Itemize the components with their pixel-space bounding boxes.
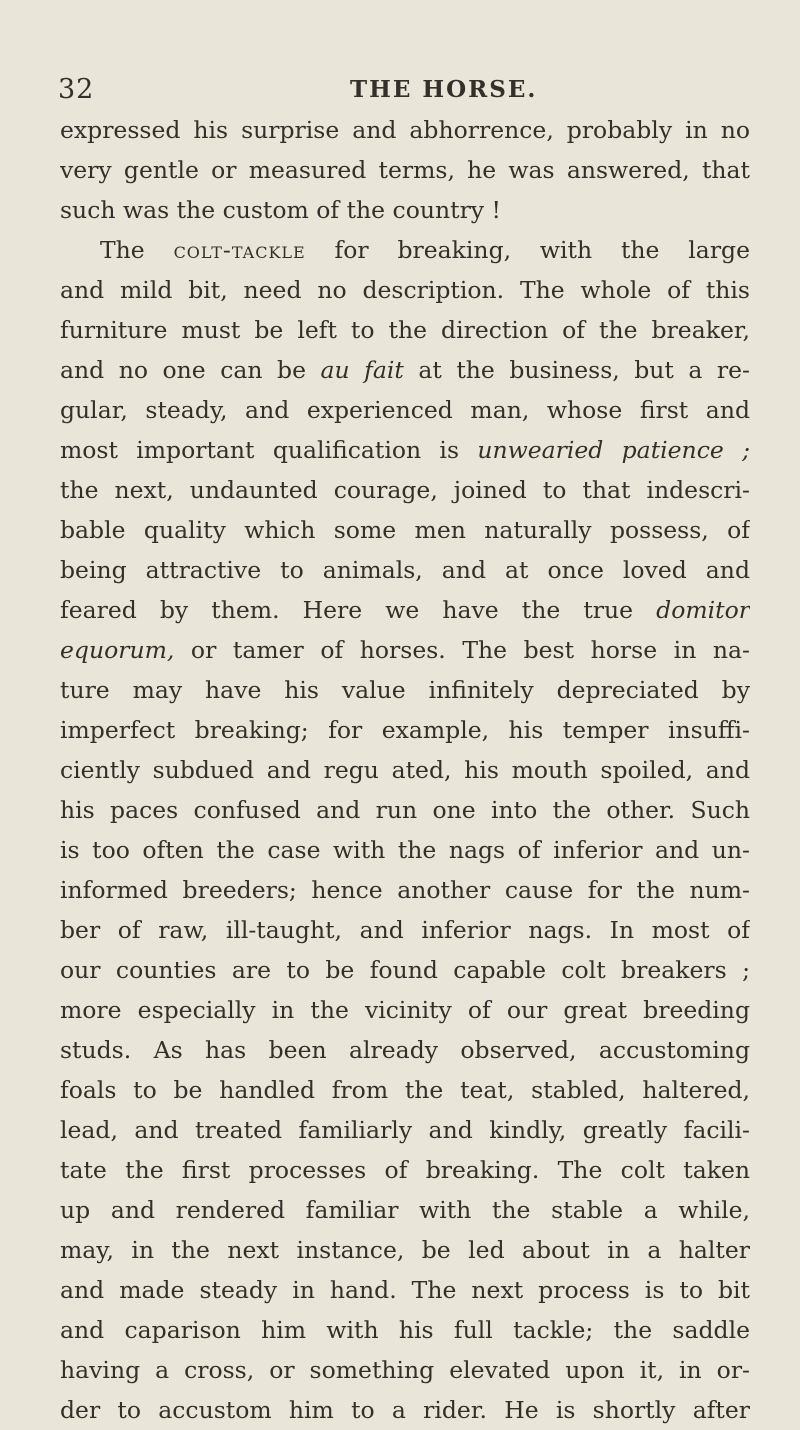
text-line	[60, 990, 750, 1030]
text-segment: ber of raw, ill-taught, and inferior nags. In most of	[60, 916, 750, 944]
text-line	[60, 470, 750, 510]
text-line	[60, 1350, 750, 1390]
text-line	[60, 390, 750, 430]
text-segment: and mild bit, need no description. The whole of this	[60, 276, 750, 304]
page-number: 32	[58, 74, 95, 105]
text-segment: feared by them. Here we have the true	[60, 596, 657, 624]
italic-text: equorum,	[60, 636, 175, 664]
italic-text: unwearied patience ;	[477, 436, 750, 464]
text-segment: for breaking, with the large	[305, 236, 750, 264]
text-segment: gular, steady, and experienced man, whose first and	[60, 396, 750, 424]
text-segment: lead, and treated familiarly and kindly, greatly facili-	[60, 1116, 750, 1144]
text-line	[60, 750, 750, 790]
text-line	[60, 310, 750, 350]
text-line	[60, 350, 750, 390]
text-line	[60, 1230, 750, 1270]
text-segment: and made steady in hand. The next process is to bit	[60, 1276, 750, 1304]
text-segment: his paces confused and run one into the other. Such	[60, 796, 750, 824]
text-segment: at the business, but a re-	[403, 356, 750, 384]
text-line	[60, 150, 750, 190]
page-header	[58, 74, 738, 114]
text-segment: up and rendered familiar with the stable a while,	[60, 1196, 750, 1224]
text-segment: more especially in the vicinity of our great breeding	[60, 996, 750, 1024]
text-segment: der to accustom him to a rider. He is shortly after	[60, 1396, 750, 1424]
text-segment: bable quality which some men naturally possess, of	[60, 516, 750, 544]
italic-text: au fait	[320, 356, 404, 384]
text-segment: the next, undaunted courage, joined to that indescri-	[60, 476, 750, 504]
text-line	[60, 670, 750, 710]
text-line	[60, 630, 750, 670]
text-segment: foals to be handled from the teat, stabled, haltered,	[60, 1076, 750, 1104]
text-line	[60, 550, 750, 590]
text-segment: expressed his surprise and abhorrence, probably in no	[60, 116, 750, 144]
text-segment: very gentle or measured terms, he was answered, that	[60, 156, 750, 184]
text-line	[60, 830, 750, 870]
text-segment: and no one can be	[60, 356, 321, 384]
text-segment: studs. As has been already observed, accustoming	[60, 1036, 750, 1064]
text-line	[60, 1110, 750, 1150]
text-line	[60, 270, 750, 310]
text-line	[60, 190, 750, 230]
text-segment: ture may have his value infinitely depreciated by	[60, 676, 750, 704]
text-line	[60, 510, 750, 550]
text-segment: is too often the case with the nags of inferior and un-	[60, 836, 750, 864]
italic-text: domitor	[656, 596, 750, 624]
text-segment: or tamer of horses. The best horse in na-	[174, 636, 750, 664]
small-caps-text: colt-tackle	[173, 236, 306, 264]
text-line	[60, 950, 750, 990]
text-segment: and caparison him with his full tackle; the saddle	[60, 1316, 750, 1344]
text-segment: our counties are to be found capable colt breakers ;	[60, 956, 750, 984]
text-line	[60, 110, 750, 150]
text-line	[60, 870, 750, 910]
body-text	[60, 110, 750, 1430]
text-line	[60, 1270, 750, 1310]
text-segment: The	[100, 236, 174, 264]
text-line	[60, 1070, 750, 1110]
text-line	[60, 710, 750, 750]
text-segment: may, in the next instance, be led about in a halter	[60, 1236, 750, 1264]
text-segment: informed breeders; hence another cause for the num-	[60, 876, 750, 904]
text-segment: tate the first processes of breaking. The colt taken	[60, 1156, 750, 1184]
text-line	[60, 1150, 750, 1190]
text-segment: ciently subdued and regu ated, his mouth spoiled, and	[60, 756, 750, 784]
text-line	[60, 430, 750, 470]
text-line	[60, 1390, 750, 1430]
text-line	[60, 910, 750, 950]
text-segment: being attractive to animals, and at once loved and	[60, 556, 750, 584]
text-segment: having a cross, or something elevated upon it, in or-	[60, 1356, 750, 1384]
text-line	[60, 1030, 750, 1070]
text-segment: furniture must be left to the direction of the breaker,	[60, 316, 750, 344]
text-line	[60, 1190, 750, 1230]
text-segment: such was the custom of the country !	[60, 196, 501, 224]
text-line	[60, 790, 750, 830]
text-line	[60, 590, 750, 630]
text-line	[60, 230, 750, 270]
running-head: THE HORSE.	[350, 76, 538, 103]
text-segment: most important qualification is	[60, 436, 478, 464]
text-segment: imperfect breaking; for example, his temper insuffi-	[60, 716, 750, 744]
text-line	[60, 1310, 750, 1350]
